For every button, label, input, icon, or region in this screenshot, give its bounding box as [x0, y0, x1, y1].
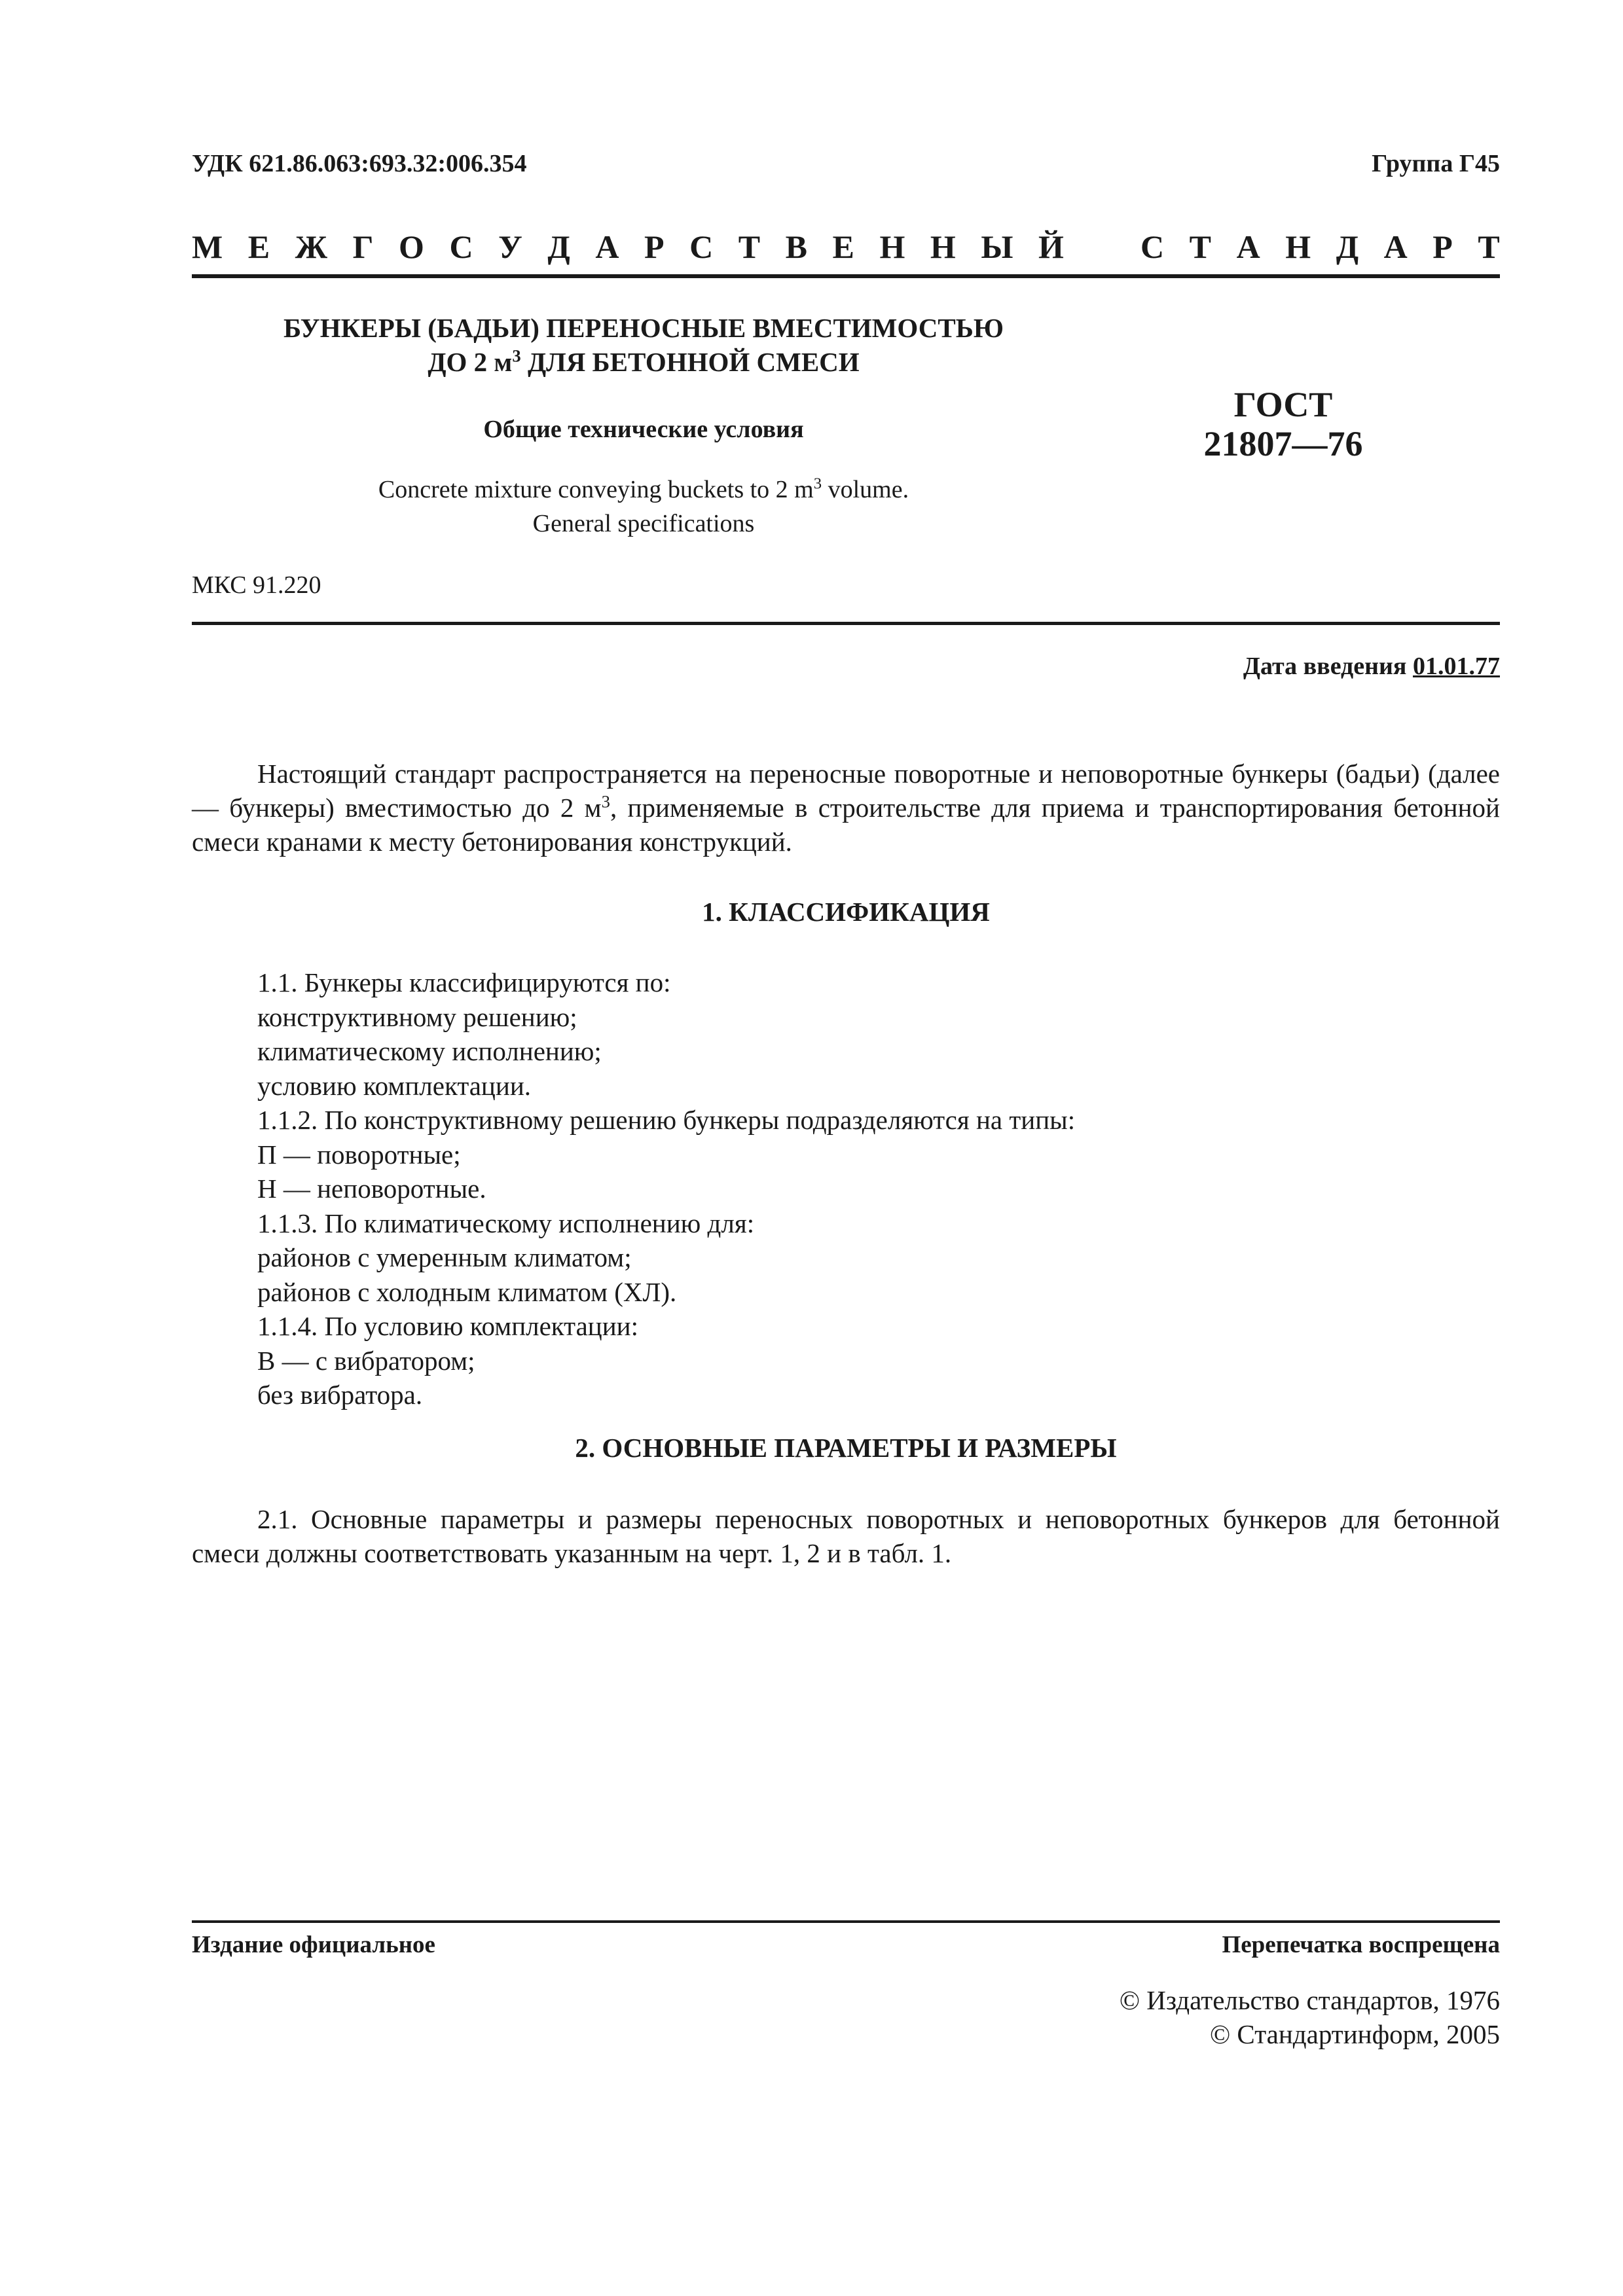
- introduction-date-value: 01.01.77: [1413, 653, 1500, 680]
- banner-letter: У: [498, 228, 522, 265]
- banner-letter: Д: [1336, 228, 1359, 265]
- banner-letter: Д: [547, 228, 570, 265]
- banner-letter: М: [192, 228, 223, 265]
- banner-letter: Т: [738, 228, 761, 265]
- banner-letter: Р: [1432, 228, 1453, 265]
- banner-letter: Ж: [295, 228, 328, 265]
- classification-line: без вибратора.: [257, 1380, 423, 1410]
- title-line-1: БУНКЕРЫ (БАДЬИ) ПЕРЕНОСНЫЕ ВМЕСТИМОСТЬЮ: [283, 313, 1004, 343]
- document-title: [192, 311, 1095, 379]
- classification-line: В — с вибратором;: [257, 1345, 475, 1376]
- banner-letter: А: [1383, 228, 1408, 265]
- title-line-2: ДО 2 $м^3$ ДЛЯ БЕТОННОЙ СМЕСИ: [428, 346, 860, 377]
- header-rule: [192, 274, 1500, 278]
- banner-letter: Т: [1189, 228, 1212, 265]
- copyright-block: [1120, 1983, 1500, 2051]
- copyright-line-2: © Стандартинформ, 2005: [1210, 2019, 1500, 2049]
- reprint-prohibited-label: Перепечатка воспрещена: [1222, 1931, 1500, 1958]
- udk-code: УДК 621.86.063:693.32:006.354: [192, 150, 527, 177]
- section-2-heading: 2. ОСНОВНЫЕ ПАРАМЕТРЫ И РАЗМЕРЫ: [575, 1433, 1117, 1463]
- banner-word-gap: [1089, 228, 1115, 266]
- banner-letter: А: [1236, 228, 1260, 265]
- footer-rule: [192, 1920, 1500, 1923]
- gost-designation: [1152, 385, 1414, 463]
- banner-letter: Г: [352, 228, 374, 265]
- official-edition-label: Издание официальное: [192, 1931, 435, 1958]
- english-title-line-1: Concrete mixture conveying buckets to 2 $m^3$ volume.: [378, 475, 909, 503]
- banner-letter: Т: [1478, 228, 1500, 265]
- classification-line: климатическому исполнению;: [257, 1036, 602, 1066]
- banner-letter: С: [689, 228, 714, 265]
- introduction-date: Дата введения 01.01.77: [1243, 653, 1500, 680]
- classification-line: конструктивному решению;: [257, 1001, 577, 1032]
- title-rule: [192, 622, 1500, 625]
- banner-letter: Н: [1285, 228, 1311, 265]
- interstate-standard-banner: [192, 228, 1500, 266]
- banner-letter: С: [449, 228, 473, 265]
- group-code: Группа Г45: [1372, 150, 1500, 177]
- gost-number: 21807—76: [1203, 424, 1363, 463]
- classification-line: П — поворотные;: [257, 1139, 461, 1170]
- banner-letter: Р: [644, 228, 665, 265]
- banner-letter: О: [399, 228, 424, 265]
- classification-list: [257, 965, 1501, 1412]
- classification-line: районов с умеренным климатом;: [257, 1242, 632, 1272]
- banner-letter: Н: [930, 228, 956, 265]
- classification-line: районов с холодным климатом (ХЛ).: [257, 1276, 677, 1307]
- banner-letter: Е: [247, 228, 270, 265]
- banner-letter: Е: [832, 228, 854, 265]
- section-1-heading: 1. КЛАССИФИКАЦИЯ: [702, 897, 990, 927]
- banner-letter: А: [595, 228, 619, 265]
- classification-line: 1.1.2. По конструктивному решению бункеры подразделяются на типы:: [257, 1105, 1076, 1135]
- document-subtitle: Общие технические условия: [483, 416, 804, 443]
- classification-line: условию комплектации.: [257, 1070, 532, 1101]
- classification-line: 1.1.3. По климатическому исполнению для:: [257, 1208, 755, 1238]
- mks-code: МКС 91.220: [192, 571, 321, 599]
- banner-letter: С: [1140, 228, 1165, 265]
- gost-label: ГОСТ: [1233, 385, 1333, 424]
- banner-letter: Й: [1038, 228, 1064, 265]
- banner-letter: Ы: [981, 228, 1013, 265]
- copyright-line-1: © Издательство стандартов, 1976: [1119, 1985, 1500, 2015]
- english-title: [192, 473, 1095, 541]
- classification-line: 1.1. Бункеры классифицируются по:: [257, 967, 671, 997]
- intro-paragraph: Настоящий стандарт распространяется на переносные поворотные и неповоротные бункеры (бадьи) (далее — бункеры) вместимостью до 2 $м^3$, применяемые в строительстве для приема и транспортирования бетонной смеси кранами к месту бетонирования конструкций.: [192, 759, 1501, 857]
- banner-letter: Н: [879, 228, 905, 265]
- classification-line: 1.1.4. По условию комплектации:: [257, 1311, 639, 1341]
- banner-letter: В: [785, 228, 807, 265]
- classification-line: Н — неповоротные.: [257, 1174, 486, 1204]
- section-2-paragraph: 2.1. Основные параметры и размеры переносных поворотных и неповоротных бункеров для бетонной смеси должны соответствовать указанным на черт. 1, 2 и в табл. 1.: [192, 1504, 1500, 1568]
- english-title-line-2: General specifications: [532, 510, 755, 537]
